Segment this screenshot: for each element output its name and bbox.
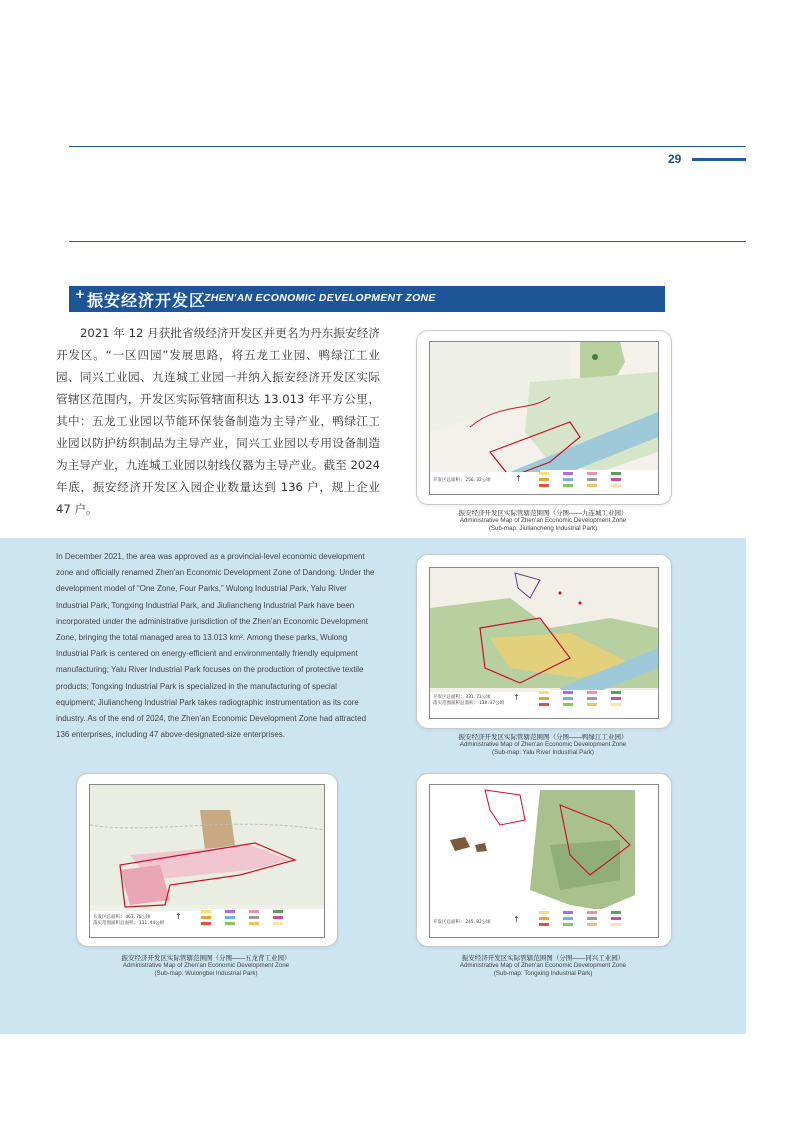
legend-swatch <box>273 916 283 919</box>
map-frame-yalu <box>416 554 672 729</box>
legend-swatch <box>273 910 283 913</box>
legend-swatch <box>249 916 259 919</box>
caption-sub: (Sub-map: Yalu River Industrial Park) <box>492 749 594 756</box>
caption-cn: 振安经济开发区实际管辖范围图（分图——鸭绿江工业园） <box>458 734 628 741</box>
legend-swatch <box>563 691 573 694</box>
caption-sub: (Sub-map: Tongxing Industrial Park) <box>493 970 593 977</box>
section-title-cn: 振安经济开发区 <box>87 291 207 310</box>
legend-swatch <box>563 697 573 700</box>
caption-sub: (Sub-map: Wulongbei Industrial Park) <box>154 970 258 977</box>
legend-swatch <box>225 916 235 919</box>
legend-swatch <box>611 911 621 914</box>
legend-swatch <box>201 910 211 913</box>
map-caption-tongxing <box>416 953 670 978</box>
legend-swatch <box>539 703 549 706</box>
legend-swatch <box>611 484 621 487</box>
legend-swatch <box>539 478 549 481</box>
legend-swatch <box>587 911 597 914</box>
legend-swatch <box>563 472 573 475</box>
legend-swatch <box>587 478 597 481</box>
legend-swatch <box>611 923 621 926</box>
map-area-note <box>93 915 164 927</box>
map-area-note <box>433 695 504 707</box>
legend-swatch <box>587 697 597 700</box>
body-text-en: In December 2021, the area was approved as a provincial-level economic development zone and officially renamed Zhen'an Economic Development Zone of Dandong. Under the development model of “One Zone, Four Parks,” Wulong Industrial Park, Yalu River Industrial Park, Tongxing Industrial Park, and Jiuliancheng Industrial Park have been incorporated under the administrative jurisdiction of the Zhen'an Economic Development Zone, bringing the total managed area to 13.013 km². Among these parks, Wulong Industrial Park is centered on energy-efficient and environmentally friendly equipment manufacturing; Yalu River Industrial Park focuses on the production of protective textile products; Tongxing Industrial Park is specialized in the manufacturing of special equipment; Jiuliancheng Industrial Park takes radiographic instrumentation as its core industry. As of the end of 2024, the Zhen'an Economic Development Zone had attracted 136 enterprises, including 47 above-designated-size enterprises. <box>56 552 375 740</box>
legend-swatch <box>563 703 573 706</box>
page-number-bar <box>692 158 746 161</box>
map-caption-yalu <box>416 732 670 757</box>
map-frame-tongxing <box>416 773 672 947</box>
page-number: 29 <box>668 152 682 166</box>
north-arrow-icon: ↑ <box>515 474 522 483</box>
legend-swatch <box>563 917 573 920</box>
map-area-note: 开发区总面积: 256.32公顷 <box>433 478 491 483</box>
legend-swatch <box>249 910 259 913</box>
legend-swatch <box>611 691 621 694</box>
legend-swatch <box>611 703 621 706</box>
legend-swatch <box>225 922 235 925</box>
caption-en: Administrative Map of Zhen'an Economic Development Zone <box>122 962 290 969</box>
caption-cn: 振安经济开发区实际管辖范围图（分图——九连城工业园） <box>458 510 628 517</box>
legend-swatch <box>563 484 573 487</box>
map-caption-jiuliancheng <box>416 508 670 533</box>
legend-swatch <box>225 910 235 913</box>
section-banner <box>69 286 665 312</box>
legend-swatch <box>611 472 621 475</box>
legend-swatch <box>587 917 597 920</box>
legend-swatch <box>539 923 549 926</box>
map-caption-wulongbei <box>76 953 336 978</box>
legend-swatch <box>201 916 211 919</box>
legend-swatch <box>539 691 549 694</box>
area-line-2: 落实范围面积总面积: 131.44公顷 <box>93 921 165 926</box>
legend-swatch <box>611 478 621 481</box>
map-area-note: 开发区总面积: 245.82公顷 <box>433 920 491 925</box>
top-rule <box>69 146 746 147</box>
map-frame-wulongbei <box>76 773 338 947</box>
caption-cn: 振安经济开发区实际管辖范围图（分图——五龙背工业园） <box>121 955 291 962</box>
legend-swatch <box>587 923 597 926</box>
plus-icon: + <box>75 287 86 301</box>
legend-swatch <box>539 917 549 920</box>
caption-en: Administrative Map of Zhen'an Economic Development Zone <box>459 517 627 524</box>
caption-en: Administrative Map of Zhen'an Economic Development Zone <box>459 962 627 969</box>
caption-sub: (Sub-map: Jiuliancheng Industrial Park) <box>488 525 598 532</box>
caption-en: Administrative Map of Zhen'an Economic Development Zone <box>459 741 627 748</box>
caption-cn: 振安经济开发区实际管辖范围图（分图——同兴工业园） <box>461 955 625 962</box>
legend-swatch <box>201 922 211 925</box>
legend-swatch <box>563 478 573 481</box>
legend-swatch <box>611 917 621 920</box>
north-arrow-icon: ↑ <box>175 912 182 921</box>
legend-swatch <box>563 923 573 926</box>
legend-swatch <box>539 472 549 475</box>
legend-swatch <box>563 911 573 914</box>
legend-swatch <box>587 703 597 706</box>
body-text-cn: 2021 年 12 月获批省级经济开发区并更名为丹东振安经济开发区。“一区四园”发展思路，将五龙工业园、鸭绿江工业园、同兴工业园、九连城工业园一并纳入振安经济开发区实际管辖区范围内，开发区实际管辖面积达 13.013 年平方公里，其中：五龙工业园以节能环保装备制造为主导产业，鸭绿江工业园以防护纺织制品为主导产业，同兴工业园以专用设备制造为主导产业，九连城工业园以射线仪器为主导产业。截至 2024 年底，振安经济开发区入园企业数量达到 136 户，规上企业 47 户。 <box>56 326 380 516</box>
legend-swatch <box>249 922 259 925</box>
area-line-1: 开发区总面积: 331.73公顷 <box>433 695 491 700</box>
second-rule <box>69 241 746 242</box>
map-frame-jiuliancheng <box>416 330 672 505</box>
legend-swatch <box>539 484 549 487</box>
legend-swatch <box>587 472 597 475</box>
legend-swatch <box>611 697 621 700</box>
north-arrow-icon: ↑ <box>513 693 520 702</box>
map-tongxing <box>429 784 659 938</box>
area-line-1: 开发区总面积: 467.78公顷 <box>93 915 151 920</box>
legend-swatch <box>587 484 597 487</box>
legend-swatch <box>539 911 549 914</box>
area-line-2: 落实范围面积总面积: 138.37公顷 <box>433 701 505 706</box>
legend-swatch <box>587 691 597 694</box>
legend-swatch <box>539 697 549 700</box>
north-arrow-icon: ↑ <box>513 915 520 924</box>
legend-swatch <box>273 922 283 925</box>
section-title-en: ZHEN'AN ECONOMIC DEVELOPMENT ZONE <box>204 292 436 304</box>
